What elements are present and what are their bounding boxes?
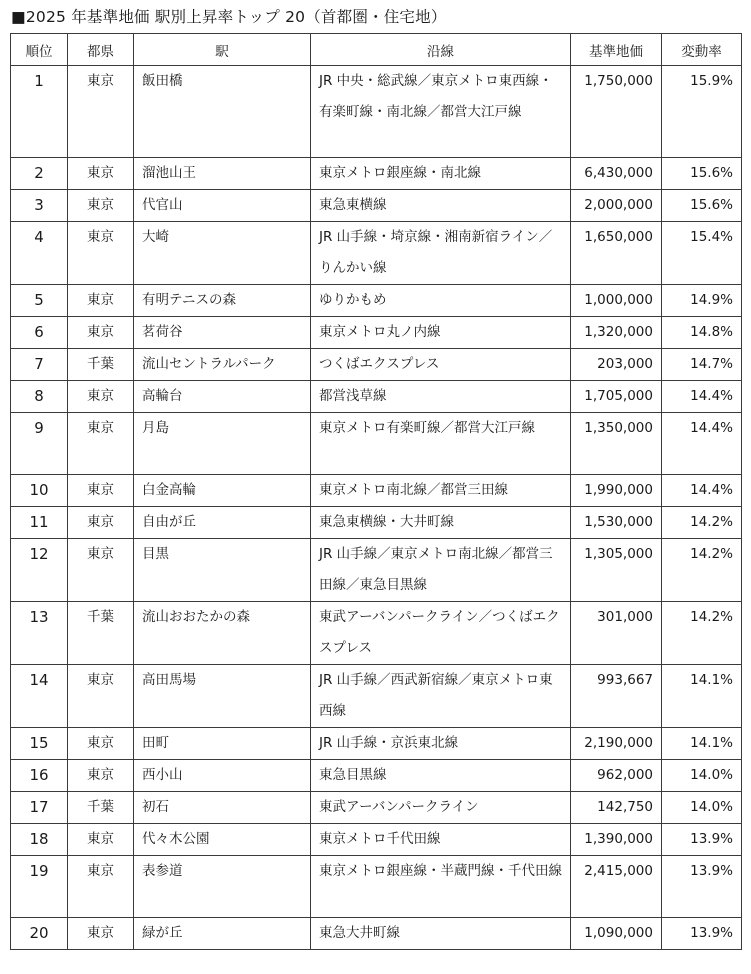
price-cell: 2,190,000 xyxy=(571,728,662,760)
rank-cell: 4 xyxy=(11,222,68,285)
table-row xyxy=(11,66,742,158)
pref-cell: 東京 xyxy=(68,222,134,285)
rate-cell: 14.4% xyxy=(662,413,742,475)
pref-cell: 千葉 xyxy=(68,792,134,824)
table-row xyxy=(11,285,742,317)
pref-cell: 千葉 xyxy=(68,349,134,381)
station-cell: 溜池山王 xyxy=(134,158,311,190)
line-cell: JR 山手線／東京メトロ南北線／都営三田線／東急目黒線 xyxy=(311,539,571,602)
rank-cell: 17 xyxy=(11,792,68,824)
station-cell: 流山セントラルパーク xyxy=(134,349,311,381)
rank-cell: 13 xyxy=(11,602,68,665)
rank-cell: 18 xyxy=(11,824,68,856)
pref-cell: 東京 xyxy=(68,285,134,317)
line-cell: 東京メトロ銀座線・南北線 xyxy=(311,158,571,190)
price-cell: 203,000 xyxy=(571,349,662,381)
price-cell: 1,305,000 xyxy=(571,539,662,602)
price-cell: 1,705,000 xyxy=(571,381,662,413)
line-cell: つくばエクスプレス xyxy=(311,349,571,381)
table-row xyxy=(11,507,742,539)
table-row xyxy=(11,918,742,950)
line-cell: JR 山手線・京浜東北線 xyxy=(311,728,571,760)
rate-cell: 14.4% xyxy=(662,475,742,507)
rank-cell: 9 xyxy=(11,413,68,475)
line-cell: 東京メトロ銀座線・半蔵門線・千代田線 xyxy=(311,856,571,918)
station-cell: 代々木公園 xyxy=(134,824,311,856)
station-cell: 緑が丘 xyxy=(134,918,311,950)
station-cell: 自由が丘 xyxy=(134,507,311,539)
table-row xyxy=(11,602,742,665)
ranking-table xyxy=(10,33,742,950)
station-cell: 西小山 xyxy=(134,760,311,792)
pref-cell: 東京 xyxy=(68,66,134,158)
pref-cell: 東京 xyxy=(68,381,134,413)
station-cell: 白金高輪 xyxy=(134,475,311,507)
rate-cell: 14.9% xyxy=(662,285,742,317)
pref-cell: 東京 xyxy=(68,856,134,918)
price-cell: 1,650,000 xyxy=(571,222,662,285)
line-cell: 東急大井町線 xyxy=(311,918,571,950)
table-row xyxy=(11,381,742,413)
column-header-rank: 順位 xyxy=(11,34,68,66)
station-cell: 代官山 xyxy=(134,190,311,222)
table-row xyxy=(11,475,742,507)
price-cell: 1,090,000 xyxy=(571,918,662,950)
rate-cell: 14.0% xyxy=(662,760,742,792)
rank-cell: 19 xyxy=(11,856,68,918)
rank-cell: 8 xyxy=(11,381,68,413)
table-row xyxy=(11,158,742,190)
price-cell: 2,000,000 xyxy=(571,190,662,222)
price-cell: 1,350,000 xyxy=(571,413,662,475)
rate-cell: 14.2% xyxy=(662,507,742,539)
rank-cell: 7 xyxy=(11,349,68,381)
price-cell: 1,750,000 xyxy=(571,66,662,158)
rank-cell: 12 xyxy=(11,539,68,602)
price-cell: 2,415,000 xyxy=(571,856,662,918)
line-cell: 東京メトロ南北線／都営三田線 xyxy=(311,475,571,507)
pref-cell: 東京 xyxy=(68,760,134,792)
page-title: ■2025 年基準地価 駅別上昇率トップ 20（首都圏・住宅地） xyxy=(11,8,447,26)
table-row xyxy=(11,539,742,602)
table-row xyxy=(11,222,742,285)
table-row xyxy=(11,317,742,349)
rank-cell: 6 xyxy=(11,317,68,349)
price-cell: 1,990,000 xyxy=(571,475,662,507)
pref-cell: 東京 xyxy=(68,317,134,349)
rank-cell: 2 xyxy=(11,158,68,190)
rate-cell: 14.2% xyxy=(662,539,742,602)
station-cell: 月島 xyxy=(134,413,311,475)
rank-cell: 1 xyxy=(11,66,68,158)
station-cell: 高輪台 xyxy=(134,381,311,413)
rate-cell: 15.4% xyxy=(662,222,742,285)
station-cell: 飯田橋 xyxy=(134,66,311,158)
line-cell: JR 山手線・埼京線・湘南新宿ライン／りんかい線 xyxy=(311,222,571,285)
station-cell: 目黒 xyxy=(134,539,311,602)
table-row xyxy=(11,792,742,824)
station-cell: 有明テニスの森 xyxy=(134,285,311,317)
pref-cell: 千葉 xyxy=(68,602,134,665)
rate-cell: 14.7% xyxy=(662,349,742,381)
line-cell: JR 中央・総武線／東京メトロ東西線・有楽町線・南北線／都営大江戸線 xyxy=(311,66,571,158)
rate-cell: 14.4% xyxy=(662,381,742,413)
pref-cell: 東京 xyxy=(68,918,134,950)
pref-cell: 東京 xyxy=(68,190,134,222)
line-cell: 東京メトロ有楽町線／都営大江戸線 xyxy=(311,413,571,475)
line-cell: 東武アーバンパークライン xyxy=(311,792,571,824)
price-cell: 301,000 xyxy=(571,602,662,665)
price-cell: 1,320,000 xyxy=(571,317,662,349)
price-cell: 993,667 xyxy=(571,665,662,728)
rank-cell: 11 xyxy=(11,507,68,539)
station-cell: 表参道 xyxy=(134,856,311,918)
rate-cell: 14.1% xyxy=(662,665,742,728)
table-row xyxy=(11,349,742,381)
table-row xyxy=(11,190,742,222)
table-row xyxy=(11,824,742,856)
line-cell: 東急目黒線 xyxy=(311,760,571,792)
rank-cell: 20 xyxy=(11,918,68,950)
rank-cell: 14 xyxy=(11,665,68,728)
line-cell: 都営浅草線 xyxy=(311,381,571,413)
pref-cell: 東京 xyxy=(68,475,134,507)
pref-cell: 東京 xyxy=(68,824,134,856)
rank-cell: 16 xyxy=(11,760,68,792)
pref-cell: 東京 xyxy=(68,507,134,539)
rate-cell: 13.9% xyxy=(662,918,742,950)
station-cell: 大崎 xyxy=(134,222,311,285)
table-header-row xyxy=(11,34,742,66)
station-cell: 茗荷谷 xyxy=(134,317,311,349)
line-cell: JR 山手線／西武新宿線／東京メトロ東西線 xyxy=(311,665,571,728)
line-cell: 東武アーバンパークライン／つくばエクスプレス xyxy=(311,602,571,665)
rate-cell: 14.0% xyxy=(662,792,742,824)
rank-cell: 3 xyxy=(11,190,68,222)
column-header-rate: 変動率 xyxy=(662,34,742,66)
pref-cell: 東京 xyxy=(68,539,134,602)
price-cell: 1,390,000 xyxy=(571,824,662,856)
table-row xyxy=(11,760,742,792)
rate-cell: 15.6% xyxy=(662,190,742,222)
price-cell: 1,530,000 xyxy=(571,507,662,539)
pref-cell: 東京 xyxy=(68,158,134,190)
line-cell: ゆりかもめ xyxy=(311,285,571,317)
table-row xyxy=(11,728,742,760)
station-cell: 流山おおたかの森 xyxy=(134,602,311,665)
price-cell: 6,430,000 xyxy=(571,158,662,190)
rate-cell: 14.8% xyxy=(662,317,742,349)
rate-cell: 14.1% xyxy=(662,728,742,760)
column-header-pref: 都県 xyxy=(68,34,134,66)
rate-cell: 14.2% xyxy=(662,602,742,665)
table-row xyxy=(11,665,742,728)
pref-cell: 東京 xyxy=(68,665,134,728)
line-cell: 東急東横線 xyxy=(311,190,571,222)
rate-cell: 15.6% xyxy=(662,158,742,190)
column-header-price: 基準地価 xyxy=(571,34,662,66)
price-cell: 1,000,000 xyxy=(571,285,662,317)
station-cell: 田町 xyxy=(134,728,311,760)
rate-cell: 15.9% xyxy=(662,66,742,158)
pref-cell: 東京 xyxy=(68,728,134,760)
pref-cell: 東京 xyxy=(68,413,134,475)
price-cell: 962,000 xyxy=(571,760,662,792)
rate-cell: 13.9% xyxy=(662,856,742,918)
station-cell: 初石 xyxy=(134,792,311,824)
line-cell: 東京メトロ千代田線 xyxy=(311,824,571,856)
rank-cell: 10 xyxy=(11,475,68,507)
line-cell: 東急東横線・大井町線 xyxy=(311,507,571,539)
station-cell: 高田馬場 xyxy=(134,665,311,728)
column-header-station: 駅 xyxy=(134,34,311,66)
table-row xyxy=(11,413,742,475)
line-cell: 東京メトロ丸ノ内線 xyxy=(311,317,571,349)
table-row xyxy=(11,856,742,918)
rank-cell: 15 xyxy=(11,728,68,760)
column-header-line: 沿線 xyxy=(311,34,571,66)
rate-cell: 13.9% xyxy=(662,824,742,856)
rank-cell: 5 xyxy=(11,285,68,317)
price-cell: 142,750 xyxy=(571,792,662,824)
